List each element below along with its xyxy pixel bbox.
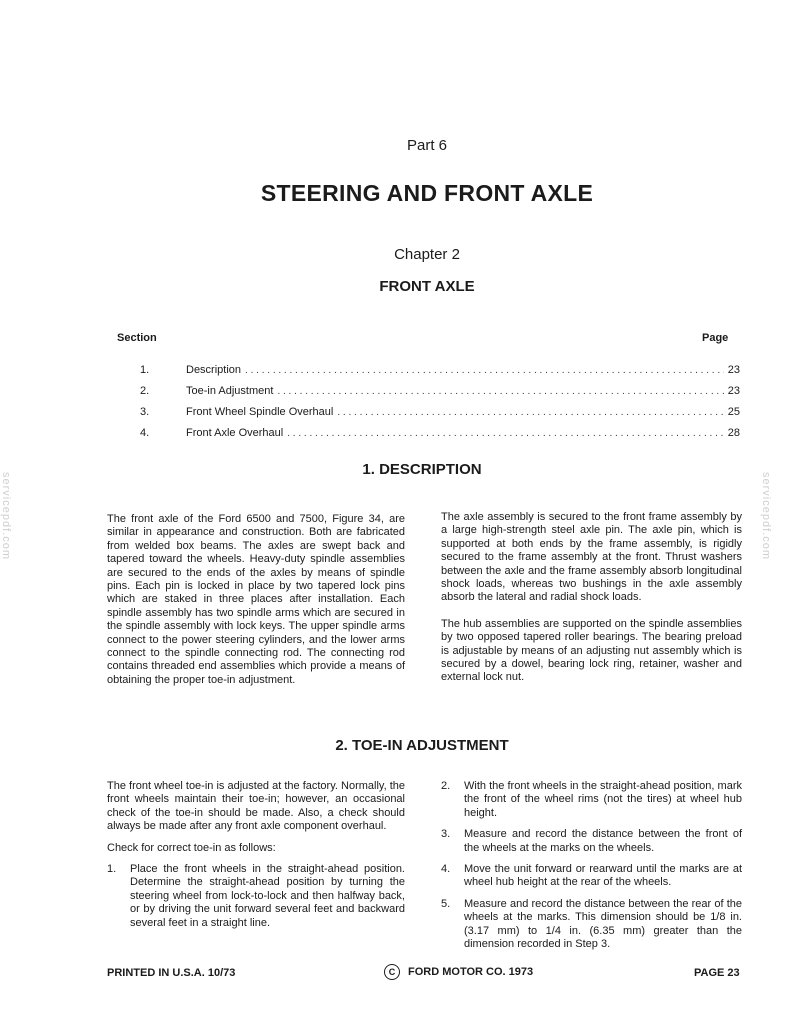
toc-number: 1. — [140, 364, 150, 376]
step-number: 4. — [441, 863, 451, 876]
step-text: Place the front wheels in the straight-ahead position. Determine the straight-ahead position by turning the steering wheel from lock-to-lock and then halfway back, or by driving the unit forward several feet and backward several feet in a straight line. — [130, 863, 405, 929]
watermark-right: servicepdf.com — [759, 472, 772, 560]
chapter-title: FRONT AXLE — [379, 278, 475, 295]
toc-row[interactable] — [140, 406, 740, 422]
steps-list — [441, 780, 742, 951]
toc-page: 25 — [727, 406, 740, 418]
footer-printed: PRINTED IN U.S.A. 10/73 — [107, 967, 236, 979]
step-text: Measure and record the distance between the front of the wheels at the marks on the wheels. — [464, 828, 742, 854]
step-text: Measure and record the distance between the rear of the wheels at the marks. This dimension should be 1/8 in. (3.17 mm) to 1/4 in. (6.35 mm) greater than the dimension recorded in Step 3. — [464, 897, 742, 951]
toc-number: 4. — [140, 427, 150, 439]
section-heading-toe-in: 2. TOE-IN ADJUSTMENT — [335, 737, 509, 754]
list-item — [441, 828, 742, 855]
part-label: Part 6 — [406, 137, 448, 154]
list-item — [107, 863, 405, 930]
toc-section-header: Section — [117, 332, 157, 344]
toc-number: 3. — [140, 406, 150, 418]
section-heading-description: 1. DESCRIPTION — [362, 461, 482, 478]
paragraph: The hub assemblies are supported on the spindle assemblies by two opposed tapered roller bearings. The bearing preload is adjustable by means of an adjusting nut assembly which is secured by a dowel, bearing lock ring, retainer, washer and external lock nut. — [441, 617, 742, 684]
copyright-icon: C — [384, 964, 400, 980]
toe-in-left-column — [107, 780, 405, 938]
toc-page-header: Page — [702, 332, 729, 344]
paragraph: The front wheel toe-in is adjusted at the factory. Normally, the front wheels maintain their toe-in; however, an occasional check of the toe-in should be made. Also, a check should always be made after any front axle component overhaul. — [107, 780, 405, 833]
description-right-column — [441, 511, 742, 698]
footer-page-number: PAGE 23 — [694, 967, 740, 979]
step-number: 3. — [441, 828, 451, 841]
toc-row[interactable] — [140, 385, 740, 401]
toc-leader — [245, 365, 724, 376]
watermark-left: servicepdf.com — [0, 472, 12, 560]
toc-title: Description — [186, 364, 242, 376]
toe-in-right-column — [441, 780, 742, 959]
toc-row[interactable] — [140, 364, 740, 380]
footer-company: FORD MOTOR CO. 1973 — [408, 965, 534, 978]
step-number: 1. — [107, 863, 117, 876]
footer-copyright — [384, 964, 533, 980]
toc-leader — [277, 386, 723, 397]
steps-list — [107, 863, 405, 930]
step-text: With the front wheels in the straight-ahead position, mark the front of the wheel rims (not the tires) at wheel hub height. — [464, 780, 742, 819]
toc-title: Front Wheel Spindle Overhaul — [186, 406, 334, 418]
description-left-column — [107, 513, 405, 700]
toc-title: Toe-in Adjustment — [186, 385, 274, 397]
paragraph: The front axle of the Ford 6500 and 7500, Figure 34, are similar in appearance and construction. Both are fabricated from welded box beams. The axles are swept back and tapered toward the wheels. Heavy-duty spindle assemblies are secured to the ends of the axles by means of spindle pins. Each pin is locked in place by two tapered lock pins which are staked in three places after installation. Each spindle assembly has two spindle arms which are secured in the spindle assembly with lock keys. The upper spindle arms connect to the power steering cylinders, and the lower arms connect to the spindle connecting rod. The connecting rod contains threaded end assemblies which provide a means of obtaining the proper toe-in adjustment. — [107, 513, 405, 686]
paragraph: The axle assembly is secured to the front frame assembly by a large high-strength steel axle pin. The axle pin, which is supported at both ends by the frame assembly, is rigidly secured to the frame assembly at the front. Thrust washers between the axle and the frame assembly absorb longitudinal shock loads, whereas two bushings in the axle assembly absorb the lateral and radial shock loads. — [441, 511, 742, 604]
step-text: Move the unit forward or rearward until the marks are at wheel hub height at the rear of the wheels. — [464, 863, 742, 889]
list-item — [441, 898, 742, 952]
list-item — [441, 863, 742, 890]
step-number: 5. — [441, 897, 451, 910]
chapter-label: Chapter 2 — [394, 246, 460, 263]
toc-row[interactable] — [140, 427, 740, 443]
page-title: STEERING AND FRONT AXLE — [260, 180, 594, 206]
step-number: 2. — [441, 780, 451, 792]
list-item — [441, 780, 742, 820]
toc-page: 23 — [727, 364, 740, 376]
toc-leader — [337, 407, 723, 418]
toc-leader — [287, 428, 724, 439]
toc-number: 2. — [140, 385, 150, 397]
paragraph: Check for correct toe-in as follows: — [107, 841, 276, 854]
toc-page: 23 — [727, 385, 740, 397]
toc-page: 28 — [727, 427, 740, 439]
toc-title: Front Axle Overhaul — [186, 427, 284, 439]
